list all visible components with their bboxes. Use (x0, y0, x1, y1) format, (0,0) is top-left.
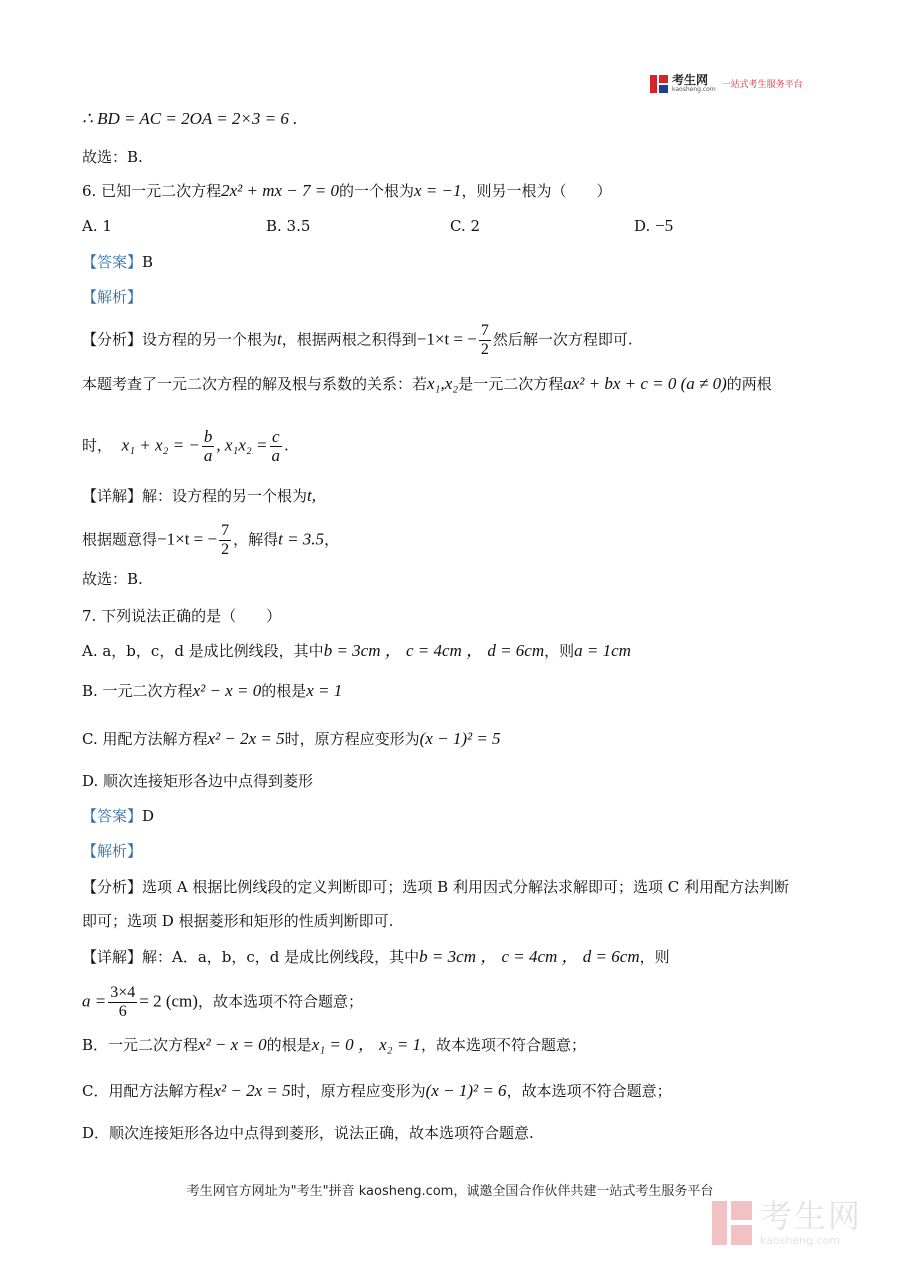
xiangjie-7-c: C．用配方法解方程x² − 2x = 5时，原方程应变形为(x − 1)² = 6，故本选项不符合题意； (82, 1081, 672, 1100)
q7-option-d: D. 顺次连接矩形各边中点得到菱形 (82, 772, 314, 790)
jiexi-7: 【解析】 (82, 842, 143, 860)
xiangjie-7-d: D．顺次连接矩形各边中点得到菱形，说法正确，故本选项符合题意. (82, 1124, 534, 1142)
option-d: D. −5 (634, 216, 674, 235)
jiexi-6: 【解析】 (82, 288, 143, 306)
vieta-intro: 本题考查了一元二次方程的解及根与系数的关系：若x₁,x₂是一元二次方程ax² + bx + c = 0 (a ≠ 0)的两根 (82, 374, 772, 393)
q7-option-c: C. 用配方法解方程x² − 2x = 5时，原方程应变形为(x − 1)² = 5 (82, 729, 501, 748)
xiangjie-7-a-calc: a = $\frac{3\times 4}{6}$ = 2 (cm)，故本选项不符合题意； (82, 984, 363, 1020)
fenxi-6: 【分析】设方程的另一个根为t，根据两根之积得到−1×t = − $\frac{7}{2}$ 然后解一次方程即可. (82, 322, 633, 358)
choice-6: 故选：B. (82, 570, 143, 588)
option-b: B. 3.5 (266, 217, 311, 235)
logo-url: kaosheng.com (672, 86, 716, 93)
vieta-formula: 时， x₁ + x₂ = − $\frac{b}{a}$ , x₁x₂ = $\frac{c}{a}$ . (82, 427, 289, 465)
fraction-3x4-6: $\frac{3\times 4}{6}$ (110, 984, 136, 1020)
fraction-b-a: $\frac{b}{a}$ (203, 427, 213, 465)
xiangjie-7-a: 【详解】解：A．a，b，c，d 是成比例线段，其中b = 3cm ， c = 4cm ， d = 6cm，则 (82, 947, 670, 966)
fraction-7-2b: $\frac{7}{2}$ (221, 522, 230, 558)
fenxi-7-line1: 【分析】选项 A 根据比例线段的定义判断即可；选项 B 利用因式分解法求解即可；选项 C 利用配方法判断 (82, 878, 789, 896)
option-a: A. 1 (82, 217, 112, 235)
answer-7: 【答案】D (82, 807, 155, 825)
fraction-7-2: $\frac{7}{2}$ (480, 322, 489, 358)
option-c: C. 2 (450, 217, 481, 235)
header-logo (650, 74, 803, 93)
q7-option-a: A. a，b，c，d 是成比例线段，其中b = 3cm ， c = 4cm ， d = 6cm，则a = 1cm (82, 641, 631, 660)
page-footer: 考生网官方网址为"考生"拼音 kaosheng.com，诚邀全国合作伙伴共建一站式考生服务平台 (186, 1184, 714, 1199)
question-6: 6. 已知一元二次方程2x² + mx − 7 = 0的一个根为x = −1，则另一根为（ ） (82, 181, 612, 200)
fraction-c-a: $\frac{c}{a}$ (271, 427, 281, 465)
q7-option-b: B. 一元二次方程x² − x = 0的根是x = 1 (82, 681, 343, 700)
kaosheng-logo-icon (650, 75, 668, 93)
choice-line: 故选：B. (82, 148, 143, 166)
question-7: 7. 下列说法正确的是（ ） (82, 607, 282, 625)
xiangjie-7-b: B．一元二次方程x² − x = 0的根是x₁ = 0 ， x₂ = 1，故本选项不符合题意； (82, 1035, 587, 1054)
conclusion-line: ∴ BD = AC = 2OA = 2×3 = 6 . (82, 109, 298, 128)
xiangjie-6: 【详解】解：设方程的另一个根为t, (82, 486, 317, 505)
watermark-url: kaosheng.com (760, 1234, 841, 1247)
logo-slogan: 一站式考生服务平台 (721, 80, 803, 90)
fenxi-7-line2: 即可；选项 D 根据菱形和矩形的性质判断即可. (82, 912, 394, 930)
answer-6: 【答案】B (82, 253, 154, 271)
watermark-name: 考生网 (760, 1197, 863, 1235)
logo-name: 考生网 (672, 73, 709, 87)
watermark-logo-icon (712, 1201, 752, 1245)
watermark (712, 1197, 863, 1247)
xiangjie-6-solve: 根据题意得−1×t = − $\frac{7}{2}$ ，解得t = 3.5， (82, 522, 340, 558)
